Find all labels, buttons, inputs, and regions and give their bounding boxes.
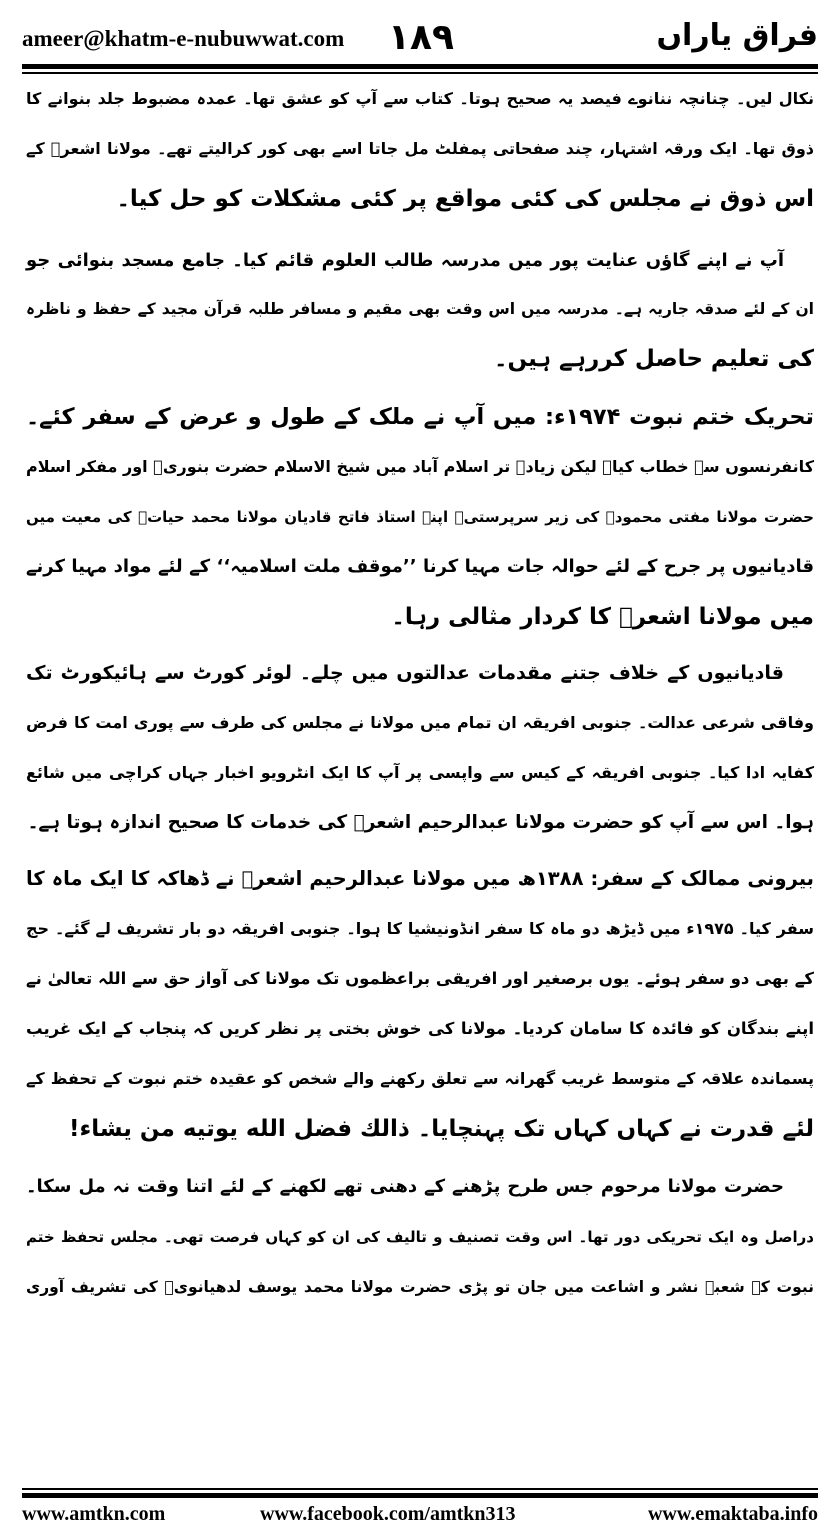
text-line: کی تعلیم حاصل کررہے ہیں۔ [494,346,814,372]
text-line: نکال لیں۔ چنانچہ ننانوے فیصد یہ صحیح ہوتا۔ کتاب سے آپ کو عشق تھا۔ عمدہ مضبوط جلد بنوانے کا [26,89,814,108]
header-email[interactable]: ameer@khatm-e-nubuwwat.com [22,26,345,51]
text-line: قادیانیوں کے خلاف جتنے مقدمات عدالتوں میں چلے۔ لوئر کورٹ سے ہائیکورٹ تک [26,662,784,684]
text-line: ذوق تھا۔ ایک ورقہ اشتہار، چند صفحاتی پمفلٹ مل جاتا اسے بھی کور کرالیتے تھے۔ مولانا اشعرؒ کے [26,139,814,158]
footer-rule-thick [22,1493,818,1498]
footer-link-facebook[interactable]: www.facebook.com/amtkn313 [260,1503,516,1525]
page-footer [22,1503,818,1533]
header-rule-thin [22,72,818,74]
page-body [26,80,814,1480]
text-line: وفاقی شرعی عدالت۔ جنوبی افریقہ ان تمام میں مولانا نے مجلس کی طرف سے پوری امت کا فرض [26,713,814,732]
footer-link-amtkn[interactable]: www.amtkn.com [22,1503,166,1525]
page-header [22,14,818,66]
text-line: بیرونی ممالک کے سفر: ۱۳۸۸ھ میں مولانا عبدالرحیم اشعرؒ نے ڈھاکہ کا ایک ماہ کا [26,867,814,890]
text-line: حضرت مولانا مفتی محمودؒ کی زیر سرپرستی۔ اپنے استاذ فاتح قادیان مولانا محمد حیاتؒ کی معیت میں [26,508,814,526]
text-line: پسماندہ علاقہ کے متوسط غریب گھرانہ سے تعلق رکھنے والے شخص کو عقیدہ ختم نبوت کے تحفظ کے [26,1069,814,1088]
text-line: تحریک ختم نبوت ۱۹۷۴ء: میں آپ نے ملک کے طول و عرض کے سفر کئے۔ [26,404,814,430]
text-line: اپنے بندگان کو فائدہ کا سامان کردیا۔ مولانا کی خوش بختی پر نظر کریں کہ پنجاب کے ایک غریب [26,1019,814,1038]
text-line: سفر کیا۔ ۱۹۷۵ء میں ڈیڑھ دو ماہ کا سفر انڈونیشیا کا ہوا۔ جنوبی افریقہ دو بار تشریف لے گئے۔ حج [26,919,815,938]
footer-link-emaktaba[interactable]: www.emaktaba.info [647,1503,818,1525]
text-line: کانفرنسوں سے خطاب کیا۔ لیکن زیادہ تر اسلام آباد میں شیخ الاسلام حضرت بنوریؒ اور مفکر اسلام [26,457,814,476]
book-title: فراق یاراں [656,18,818,53]
header-rule-thick [22,64,818,69]
text-line: آپ نے اپنے گاؤں عنایت پور میں مدرسہ طالب العلوم قائم کیا۔ جامع مسجد بنوائی جو [26,250,784,271]
text-line: کے بھی دو سفر ہوئے۔ یوں برصغیر اور افریقی براعظموں تک مولانا کی آواز حق سے اللہ تعالیٰ نے [26,969,814,988]
page-number: ۱۸۹ [388,17,454,58]
footer-rule-thin [22,1488,818,1490]
text-line: ان کے لئے صدقہ جاریہ ہے۔ مدرسہ میں اس وقت بھی مقیم و مسافر طلبہ قرآن مجید کے حفظ و ناظرہ [26,300,814,318]
text-line: لئے قدرت نے کہاں کہاں تک پہنچایا۔ ذالك فضل الله يوتيه من يشاء! [68,1116,814,1142]
text-line: قادیانیوں پر جرح کے لئے حوالہ جات مہیا کرنا ’’موقف ملت اسلامیہ‘‘ کے لئے مواد مہیا کرنے [26,556,814,577]
text-line: ہوا۔ اس سے آپ کو حضرت مولانا عبدالرحیم اشعرؒ کی خدمات کا صحیح اندازہ ہوتا ہے۔ [27,812,814,833]
text-line: میں مولانا اشعرؒ کا کردار مثالی رہا۔ [391,604,814,630]
text-line: حضرت مولانا مرحوم جس طرح پڑھنے کے دھنی تھے لکھنے کے لئے اتنا وقت نہ مل سکا۔ [26,1176,784,1197]
text-line: کفایہ ادا کیا۔ جنوبی افریقہ کے کیس سے واپسی پر آپ کا ایک انٹرویو اخبار جہاں کراچی میں شائع [26,763,814,782]
text-line: اس ذوق نے مجلس کی کئی مواقع پر کئی مشکلات کو حل کیا۔ [116,186,814,212]
text-line: دراصل وہ ایک تحریکی دور تھا۔ اس وقت تصنیف و تالیف کی ان کو کہاں فرصت تھی۔ مجلس تحفظ ختم [26,1228,814,1246]
text-line: نبوت کے شعبہ نشر و اشاعت میں جان تو پڑی حضرت مولانا محمد یوسف لدھیانویؒ کی تشریف آوری [26,1278,814,1296]
